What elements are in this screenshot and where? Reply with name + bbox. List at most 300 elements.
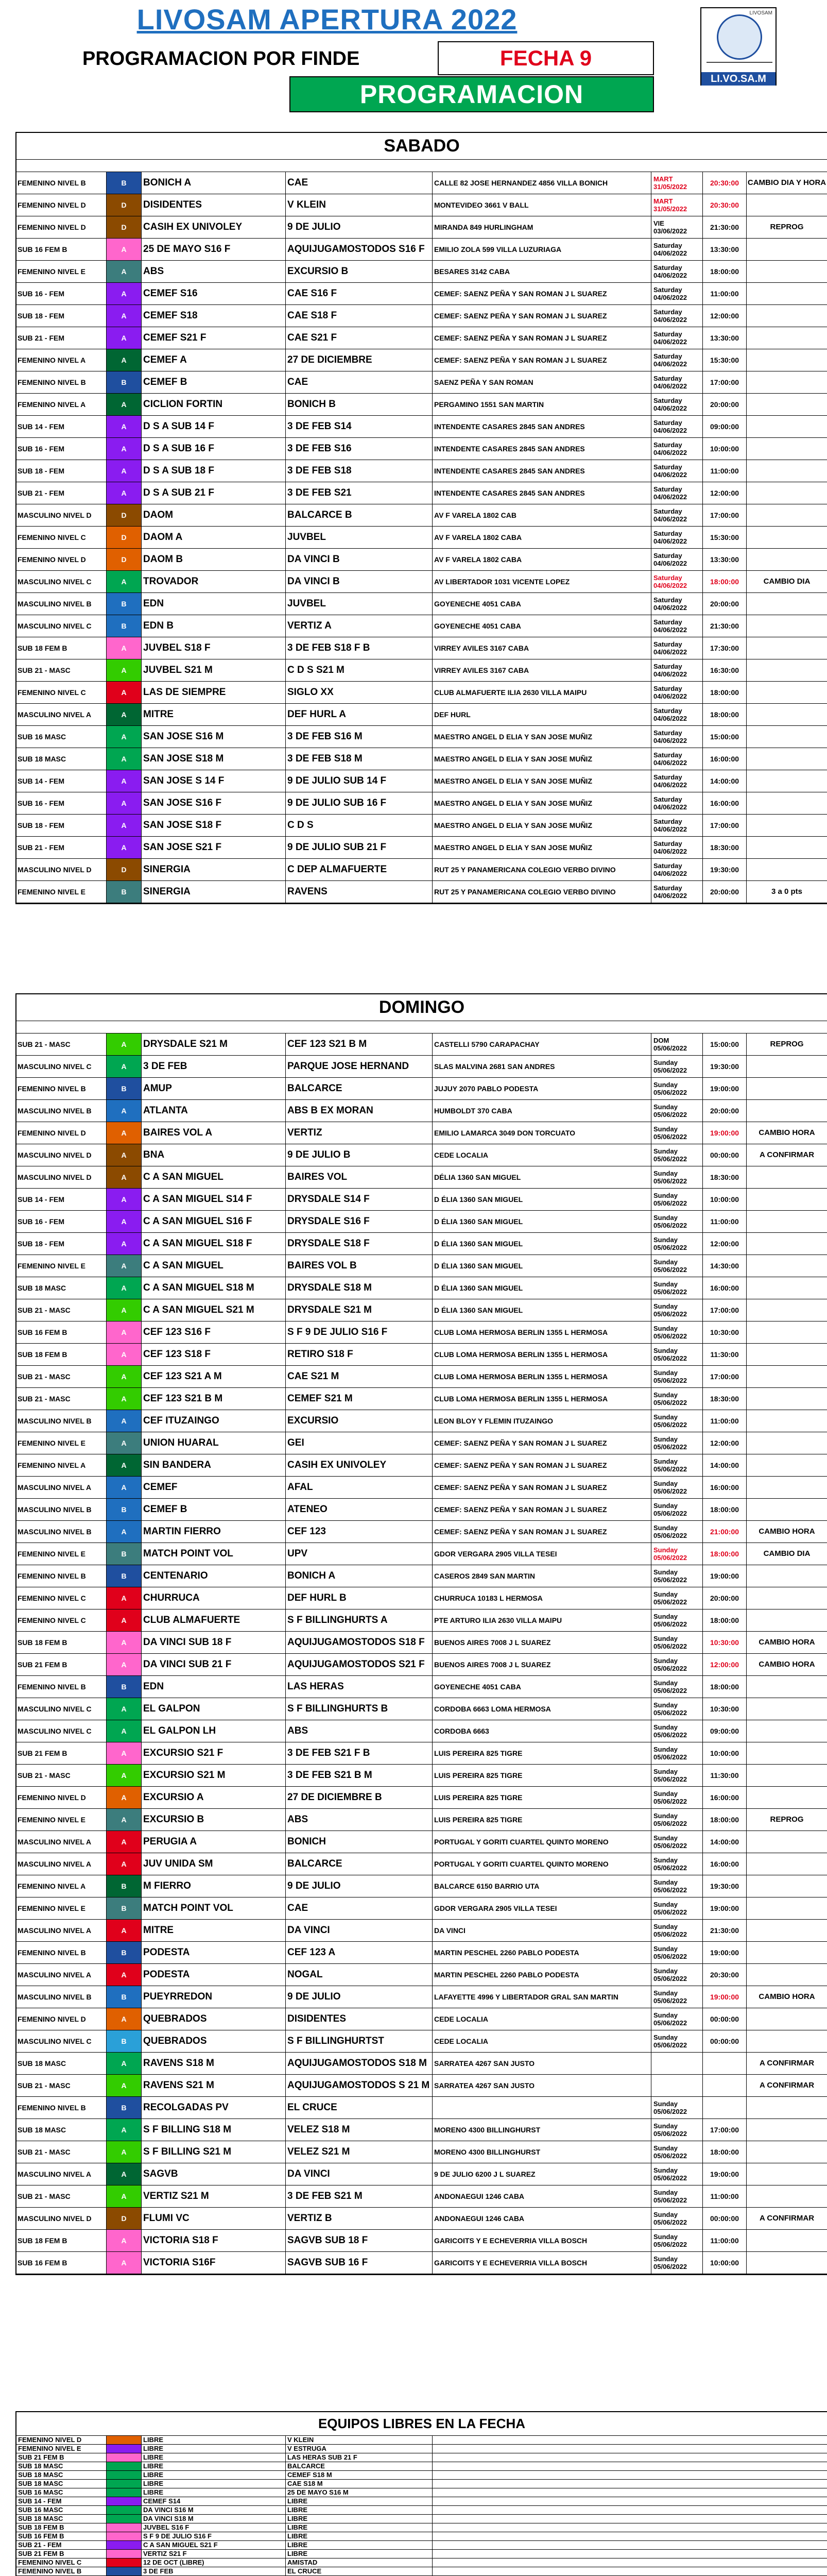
visitor-team-cell: UPV [286, 1543, 433, 1565]
observation-cell [747, 593, 827, 615]
table-row [16, 1853, 827, 1875]
level-badge: A [107, 1521, 142, 1543]
local-team-cell: S F BILLING S18 M [142, 2119, 286, 2141]
observation-cell [747, 1388, 827, 1410]
table-row [16, 2462, 827, 2471]
observation-cell: REPROG [770, 1815, 804, 1824]
empty-cell [433, 2523, 827, 2532]
level-badge: D [107, 216, 142, 238]
level-badge: A [107, 792, 142, 814]
level-badge: B [107, 1676, 142, 1698]
table-row [16, 2030, 827, 2053]
observation-cell [747, 1255, 827, 1277]
category-cell: FEMENINO NIVEL D [16, 2436, 107, 2444]
time-cell: 19:00:00 [703, 2163, 747, 2185]
visitor-team-cell: C D S S21 M [286, 659, 433, 681]
table-row [16, 2185, 827, 2208]
level-badge: B [107, 615, 142, 637]
programacion-banner: PROGRAMACION [289, 76, 654, 112]
visitor-team-cell: EXCURSIO [286, 1410, 433, 1432]
category-cell: SUB 21 - MASC [16, 2185, 107, 2207]
local-team-cell: DAOM B [142, 549, 286, 570]
address-cell: GOYENECHE 4051 CABA [433, 593, 651, 615]
category-cell: SUB 14 - FEM [16, 770, 107, 792]
category-cell: FEMENINO NIVEL A [16, 394, 107, 415]
date-cell: Sunday 05/06/2022 [651, 1698, 703, 1720]
address-cell: GDOR VERGARA 2905 VILLA TESEI [433, 1543, 651, 1565]
level-badge: A [107, 416, 142, 437]
visitor-team-cell: DRYSDALE S14 F [286, 1189, 433, 1210]
time-cell: 20:00:00 [703, 1100, 747, 1122]
visitor-team-cell: 3 DE FEB S18 M [286, 748, 433, 770]
table-row [16, 416, 827, 438]
level-badge: A [107, 2163, 142, 2185]
category-cell: FEMENINO NIVEL C [16, 682, 107, 703]
visitor-team-cell: 27 DE DICIEMBRE B [286, 1787, 433, 1808]
level-badge: A [107, 1056, 142, 1077]
time-cell: 20:00:00 [703, 1587, 747, 1609]
category-cell: MASCULINO NIVEL C [16, 615, 107, 637]
date-cell: Sunday 05/06/2022 [651, 1986, 703, 2008]
level-badge: A [107, 1454, 142, 1476]
local-team-cell: CLUB ALMAFUERTE [142, 1609, 286, 1631]
table-row [16, 1942, 827, 1964]
visitor-team-cell: 3 DE FEB S21 B M [286, 1765, 433, 1786]
observation-cell: CAMBIO HORA [759, 1638, 815, 1647]
visitor-team-cell: S F BILLINGHURTS A [286, 1609, 433, 1631]
category-cell: FEMENINO NIVEL C [16, 527, 107, 548]
local-team-cell: D S A SUB 18 F [142, 460, 286, 482]
sabado-title: SABADO [16, 133, 827, 160]
table-row [16, 2532, 827, 2541]
address-cell: CEDE LOCALIA [433, 1144, 651, 1166]
level-badge: D [107, 527, 142, 548]
table-row [16, 682, 827, 704]
observation-cell [747, 682, 827, 703]
table-row [16, 2208, 827, 2230]
visitor-team-cell: DA VINCI B [286, 549, 433, 570]
category-cell: SUB 16 FEM B [16, 239, 107, 260]
address-cell: PTE ARTURO ILIA 2630 VILLA MAIPU [433, 1609, 651, 1631]
observation-cell [747, 194, 827, 216]
time-cell: 20:00:00 [703, 593, 747, 615]
table-row [16, 1765, 827, 1787]
local-team-cell: D S A SUB 14 F [142, 416, 286, 437]
local-team-cell: EDN [142, 1676, 286, 1698]
date-cell: Saturday 04/06/2022 [651, 792, 703, 814]
category-cell: MASCULINO NIVEL C [16, 571, 107, 592]
local-team-cell: CEF 123 S21 B M [142, 1388, 286, 1410]
date-cell: Saturday 04/06/2022 [651, 837, 703, 858]
table-row [16, 1587, 827, 1609]
visitor-team-cell: 3 DE FEB S14 [286, 416, 433, 437]
level-badge: B [107, 371, 142, 393]
observation-cell [747, 637, 827, 659]
date-cell: Sunday 05/06/2022 [651, 1831, 703, 1853]
address-cell: RUT 25 Y PANAMERICANA COLEGIO VERBO DIVINO [433, 859, 651, 880]
empty-cell [433, 2550, 827, 2558]
time-cell: 16:00:00 [703, 1277, 747, 1299]
table-row [16, 1809, 827, 1831]
spacer [16, 1021, 827, 1033]
time-cell: 19:00:00 [703, 1986, 747, 2008]
local-team-cell: JUVBEL S18 F [142, 637, 286, 659]
time-cell: 00:00:00 [703, 2008, 747, 2030]
category-cell: FEMENINO NIVEL B [16, 1078, 107, 1099]
address-cell: CHURRUCA 10183 L HERMOSA [433, 1587, 651, 1609]
category-cell: FEMENINO NIVEL B [16, 2567, 107, 2575]
category-cell: SUB 18 - FEM [16, 1233, 107, 1255]
observation-cell: CAMBIO DIA [763, 577, 811, 586]
team-a-cell: JUVBEL S16 F [142, 2523, 286, 2532]
empty-cell [433, 2436, 827, 2444]
category-cell: SUB 16 - FEM [16, 438, 107, 460]
date-cell: Saturday 04/06/2022 [651, 349, 703, 371]
table-row [16, 859, 827, 881]
local-team-cell: MITRE [142, 704, 286, 725]
time-cell: 11:00:00 [703, 2185, 747, 2207]
observation-cell [747, 1897, 827, 1919]
observation-cell [747, 1321, 827, 1343]
table-row [16, 571, 827, 593]
table-row [16, 2523, 827, 2532]
table-row [16, 2567, 827, 2576]
address-cell: MONTEVIDEO 3661 V BALL [433, 194, 651, 216]
time-cell: 15:30:00 [703, 527, 747, 548]
observation-cell [747, 239, 827, 260]
address-cell: AV F VARELA 1802 CABA [433, 549, 651, 570]
category-cell: FEMENINO NIVEL E [16, 1432, 107, 1454]
local-team-cell: EDN [142, 593, 286, 615]
table-row [16, 2541, 827, 2550]
table-row [16, 2471, 827, 2480]
table-row [16, 371, 827, 394]
time-cell: 16:00:00 [703, 792, 747, 814]
table-row [16, 438, 827, 460]
date-cell: Sunday 05/06/2022 [651, 2030, 703, 2052]
address-cell: LUIS PEREIRA 825 TIGRE [433, 1809, 651, 1831]
date-cell: Sunday 05/06/2022 [651, 1388, 703, 1410]
team-b-cell: LIBRE [286, 2515, 433, 2523]
category-cell: MASCULINO NIVEL D [16, 1166, 107, 1188]
local-team-cell: EXCURSIO B [142, 1809, 286, 1831]
observation-cell [747, 1720, 827, 1742]
address-cell: LEON BLOY Y FLEMIN ITUZAINGO [433, 1410, 651, 1432]
observation-cell [747, 549, 827, 570]
category-cell: SUB 21 FEM B [16, 1654, 107, 1675]
table-row [16, 482, 827, 504]
table-row [16, 2480, 827, 2488]
visitor-team-cell: DA VINCI [286, 1920, 433, 1941]
table-row [16, 1144, 827, 1166]
level-badge: B [107, 1565, 142, 1587]
date-cell: Saturday 04/06/2022 [651, 637, 703, 659]
local-team-cell: PODESTA [142, 1942, 286, 1963]
category-cell: FEMENINO NIVEL E [16, 2445, 107, 2453]
table-row [16, 1277, 827, 1299]
observation-cell: CAMBIO DIA Y HORA [747, 178, 826, 187]
team-a-cell: DA VINCI S16 M [142, 2506, 286, 2514]
category-cell: SUB 21 FEM B [16, 2550, 107, 2558]
table-row [16, 1499, 827, 1521]
level-badge: A [107, 1211, 142, 1232]
level-badge: A [107, 1144, 142, 1166]
visitor-team-cell: AQUIJUGAMOSTODOS S18 F [286, 1632, 433, 1653]
category-cell: MASCULINO NIVEL A [16, 1964, 107, 1986]
observation-cell [747, 1078, 827, 1099]
visitor-team-cell: 3 DE FEB S18 [286, 460, 433, 482]
category-cell: SUB 21 - FEM [16, 837, 107, 858]
visitor-team-cell: SAGVB SUB 16 F [286, 2252, 433, 2274]
category-cell: MASCULINO NIVEL A [16, 1477, 107, 1498]
level-badge: A [107, 1100, 142, 1122]
level-badge [107, 2453, 142, 2462]
category-cell: FEMENINO NIVEL D [16, 194, 107, 216]
observation-cell: CAMBIO DIA [763, 1549, 811, 1558]
address-cell: AV F VARELA 1802 CABA [433, 527, 651, 548]
time-cell: 20:00:00 [703, 881, 747, 903]
empty-cell [433, 2445, 827, 2453]
observation-cell [747, 1454, 827, 1476]
time-cell: 20:30:00 [703, 172, 747, 194]
visitor-team-cell: 3 DE FEB S21 [286, 482, 433, 504]
address-cell: SARRATEA 4267 SAN JUSTO [433, 2053, 651, 2074]
time-cell: 18:00:00 [703, 261, 747, 282]
address-cell: DÉLIA 1360 SAN MIGUEL [433, 1166, 651, 1188]
address-cell: D ÉLIA 1360 SAN MIGUEL [433, 1211, 651, 1232]
table-row [16, 770, 827, 792]
observation-cell [747, 704, 827, 725]
time-cell: 12:00:00 [703, 1233, 747, 1255]
date-cell: Sunday 05/06/2022 [651, 1277, 703, 1299]
address-cell: CLUB LOMA HERMOSA BERLIN 1355 L HERMOSA [433, 1321, 651, 1343]
visitor-team-cell: S F BILLINGHURTST [286, 2030, 433, 2052]
date-cell: Sunday 05/06/2022 [651, 1964, 703, 1986]
address-cell: MAESTRO ANGEL D ELIA Y SAN JOSE MUÑIZ [433, 726, 651, 748]
observation-cell [747, 1742, 827, 1764]
table-row [16, 1543, 827, 1565]
table-row [16, 881, 827, 903]
team-a-cell: 3 DE FEB [142, 2567, 286, 2575]
level-badge: A [107, 1233, 142, 1255]
table-row [16, 394, 827, 416]
table-row [16, 792, 827, 815]
category-cell: SUB 18 - FEM [16, 305, 107, 327]
observation-cell [747, 2230, 827, 2251]
time-cell: 17:00:00 [703, 371, 747, 393]
time-cell: 19:30:00 [703, 859, 747, 880]
address-cell [433, 2097, 651, 2119]
address-cell: DA VINCI [433, 1920, 651, 1941]
time-cell: 16:00:00 [703, 1787, 747, 1808]
table-row [16, 349, 827, 371]
visitor-team-cell: LAS HERAS [286, 1676, 433, 1698]
visitor-team-cell: BALCARCE [286, 1078, 433, 1099]
visitor-team-cell: 9 DE JULIO SUB 14 F [286, 770, 433, 792]
address-cell: PORTUGAL Y GORITI CUARTEL QUINTO MORENO [433, 1853, 651, 1875]
category-cell: SUB 18 FEM B [16, 2523, 107, 2532]
level-badge: A [107, 2230, 142, 2251]
local-team-cell: M FIERRO [142, 1875, 286, 1897]
net-icon [707, 62, 772, 63]
observation-cell [747, 283, 827, 304]
local-team-cell: BAIRES VOL A [142, 1122, 286, 1144]
table-row [16, 659, 827, 682]
level-badge: A [107, 1920, 142, 1941]
local-team-cell: BONICH A [142, 172, 286, 194]
date-cell: Saturday 04/06/2022 [651, 571, 703, 592]
local-team-cell: BNA [142, 1144, 286, 1166]
visitor-team-cell: RETIRO S18 F [286, 1344, 433, 1365]
time-cell: 10:00:00 [703, 438, 747, 460]
logo-text: LI.VO.SA.M [701, 72, 776, 86]
observation-cell: REPROG [770, 1040, 804, 1048]
date-cell: Sunday 05/06/2022 [651, 1676, 703, 1698]
address-cell: MARTIN PESCHEL 2260 PABLO PODESTA [433, 1942, 651, 1963]
local-team-cell: JUV UNIDA SM [142, 1853, 286, 1875]
local-team-cell: VICTORIA S16F [142, 2252, 286, 2274]
address-cell: GARICOITS Y E ECHEVERRIA VILLA BOSCH [433, 2252, 651, 2274]
table-row [16, 1676, 827, 1698]
level-badge: A [107, 2252, 142, 2274]
volleyball-icon [717, 14, 762, 60]
address-cell: SARRATEA 4267 SAN JUSTO [433, 2075, 651, 2096]
address-cell: SAENZ PEÑA Y SAN ROMAN [433, 371, 651, 393]
time-cell: 16:00:00 [703, 1853, 747, 1875]
category-cell: FEMENINO NIVEL D [16, 2008, 107, 2030]
time-cell: 20:00:00 [703, 394, 747, 415]
date-cell: Saturday 04/06/2022 [651, 283, 703, 304]
observation-cell [747, 416, 827, 437]
time-cell: 17:00:00 [703, 1299, 747, 1321]
time-cell: 18:00:00 [703, 571, 747, 592]
local-team-cell: CEMEF A [142, 349, 286, 371]
table-row [16, 1233, 827, 1255]
category-cell: SUB 16 MASC [16, 726, 107, 748]
local-team-cell: MATCH POINT VOL [142, 1543, 286, 1565]
visitor-team-cell: CEF 123 [286, 1521, 433, 1543]
team-b-cell: LIBRE [286, 2550, 433, 2558]
empty-cell [433, 2541, 827, 2549]
team-b-cell: CEMEF S18 M [286, 2471, 433, 2479]
level-badge [107, 2445, 142, 2453]
local-team-cell: EL GALPON [142, 1698, 286, 1720]
category-cell: FEMENINO NIVEL A [16, 1875, 107, 1897]
empty-cell [433, 2506, 827, 2514]
local-team-cell: SAN JOSE S 14 F [142, 770, 286, 792]
local-team-cell: DA VINCI SUB 18 F [142, 1632, 286, 1653]
time-cell: 19:00:00 [703, 1942, 747, 1963]
date-cell: Sunday 05/06/2022 [651, 1410, 703, 1432]
date-cell: Sunday 05/06/2022 [651, 1166, 703, 1188]
level-badge: B [107, 881, 142, 903]
time-cell: 11:30:00 [703, 1765, 747, 1786]
local-team-cell: SAN JOSE S16 M [142, 726, 286, 748]
address-cell: CEMEF: SAENZ PEÑA Y SAN ROMAN J L SUAREZ [433, 349, 651, 371]
time-cell [703, 2075, 747, 2096]
table-row [16, 1056, 827, 1078]
table-row [16, 1477, 827, 1499]
local-team-cell: DA VINCI SUB 21 F [142, 1654, 286, 1675]
visitor-team-cell: BAIRES VOL B [286, 1255, 433, 1277]
team-a-cell: 12 DE OCT (LIBRE) [142, 2558, 286, 2567]
date-cell: Sunday 05/06/2022 [651, 1897, 703, 1919]
observation-cell [747, 792, 827, 814]
team-a-cell: LIBRE [142, 2453, 286, 2462]
observation-cell [747, 1853, 827, 1875]
team-a-cell: LIBRE [142, 2480, 286, 2488]
local-team-cell: QUEBRADOS [142, 2030, 286, 2052]
observation-cell: A CONFIRMAR [759, 1150, 815, 1159]
time-cell: 09:00:00 [703, 1720, 747, 1742]
category-cell: MASCULINO NIVEL C [16, 1056, 107, 1077]
visitor-team-cell: 9 DE JULIO B [286, 1144, 433, 1166]
category-cell: FEMENINO NIVEL C [16, 2558, 107, 2567]
visitor-team-cell: C DEP ALMAFUERTE [286, 859, 433, 880]
date-cell: Sunday 05/06/2022 [651, 1787, 703, 1808]
time-cell: 14:00:00 [703, 1454, 747, 1476]
level-badge: A [107, 1410, 142, 1432]
local-team-cell: DISIDENTES [142, 194, 286, 216]
observation-cell [747, 1831, 827, 1853]
observation-cell [747, 770, 827, 792]
observation-cell [747, 837, 827, 858]
level-badge: B [107, 1986, 142, 2008]
category-cell: SUB 18 MASC [16, 2480, 107, 2488]
address-cell: D ÉLIA 1360 SAN MIGUEL [433, 1299, 651, 1321]
address-cell: INTENDENTE CASARES 2845 SAN ANDRES [433, 482, 651, 504]
level-badge: A [107, 349, 142, 371]
observation-cell [747, 1942, 827, 1963]
date-cell: Sunday 05/06/2022 [651, 1565, 703, 1587]
category-cell: SUB 18 FEM B [16, 2230, 107, 2251]
date-cell: Saturday 04/06/2022 [651, 394, 703, 415]
visitor-team-cell: NOGAL [286, 1964, 433, 1986]
visitor-team-cell: AQUIJUGAMOSTODOS S16 F [286, 239, 433, 260]
address-cell: MAESTRO ANGEL D ELIA Y SAN JOSE MUÑIZ [433, 770, 651, 792]
level-badge [107, 2480, 142, 2488]
category-cell: SUB 18 - FEM [16, 815, 107, 836]
category-cell: FEMENINO NIVEL B [16, 1942, 107, 1963]
team-b-cell: CAE S18 M [286, 2480, 433, 2488]
table-row [16, 1897, 827, 1920]
observation-cell [747, 726, 827, 748]
empty-cell [433, 2488, 827, 2497]
level-badge [107, 2550, 142, 2558]
level-badge: A [107, 1853, 142, 1875]
observation-cell [747, 460, 827, 482]
date-cell: Sunday 05/06/2022 [651, 1609, 703, 1631]
time-cell: 00:00:00 [703, 2030, 747, 2052]
address-cell: GOYENECHE 4051 CABA [433, 615, 651, 637]
category-cell: FEMENINO NIVEL D [16, 1787, 107, 1808]
visitor-team-cell: AQUIJUGAMOSTODOS S 21 M [286, 2075, 433, 2096]
equipos-libres-section [15, 2411, 827, 2576]
table-row [16, 2488, 827, 2497]
visitor-team-cell: SAGVB SUB 18 F [286, 2230, 433, 2251]
date-cell: Saturday 04/06/2022 [651, 859, 703, 880]
time-cell: 18:30:00 [703, 837, 747, 858]
visitor-team-cell: DRYSDALE S21 M [286, 1299, 433, 1321]
local-team-cell: CEMEF [142, 1477, 286, 1498]
date-cell: Sunday 05/06/2022 [651, 1765, 703, 1786]
team-b-cell: EL CRUCE [286, 2567, 433, 2575]
observation-cell [747, 482, 827, 504]
visitor-team-cell: AQUIJUGAMOSTODOS S21 F [286, 1654, 433, 1675]
time-cell: 10:30:00 [703, 1632, 747, 1653]
date-cell: Sunday 05/06/2022 [651, 2252, 703, 2274]
level-badge: A [107, 1765, 142, 1786]
